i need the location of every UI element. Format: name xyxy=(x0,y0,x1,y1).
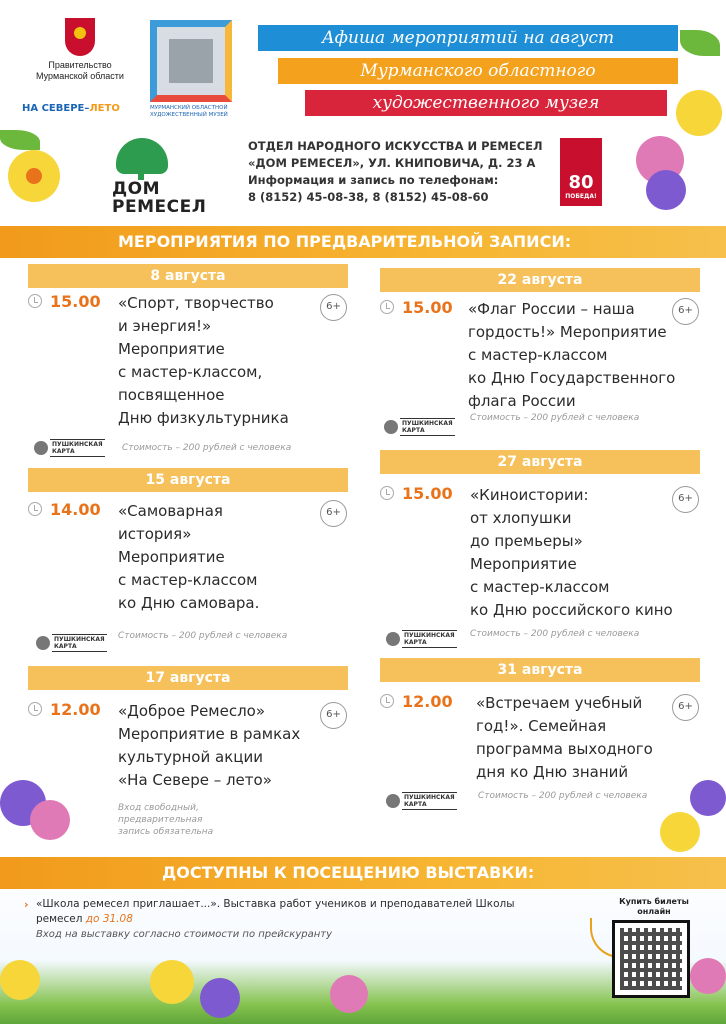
exhibition-until: до 31.08 xyxy=(85,913,133,925)
event-card xyxy=(28,700,348,840)
clock-icon xyxy=(28,502,42,516)
flower-decoration xyxy=(0,960,40,1000)
event-price: Стоимость – 200 рублей с человека xyxy=(122,443,292,453)
leaf-decoration xyxy=(680,30,720,56)
pushkin-card-label: ПУШКИНСКАЯ КАРТА xyxy=(52,441,103,455)
pushkin-card-label: ПУШКИНСКАЯ КАРТА xyxy=(54,636,105,650)
clock-icon xyxy=(380,486,394,500)
event-time: 15.00 xyxy=(50,292,101,311)
flower-decoration xyxy=(330,975,368,1013)
clock-icon xyxy=(380,300,394,314)
flower-decoration xyxy=(150,960,194,1004)
event-time: 14.00 xyxy=(50,500,101,519)
venue-phones: 8 (8152) 45-08-38, 8 (8152) 45-08-60 xyxy=(248,190,489,204)
na-severe-leto-logo xyxy=(22,103,120,114)
event-title: «Флаг России – наша гордость!» Мероприятие с мастер-классом ко Дню Государственного флага России xyxy=(468,300,676,410)
event-time: 12.00 xyxy=(402,692,453,711)
event-card xyxy=(380,484,720,654)
flower-decoration xyxy=(676,90,722,136)
event-card xyxy=(380,298,710,443)
venue-address: «ДОМ РЕМЕСЕЛ», УЛ. КНИПОВИЧА, Д. 23 А xyxy=(248,156,536,170)
victory-label: ПОБЕДА! xyxy=(565,193,597,200)
event-title: «Встречаем учебный год!». Семейная программа выходного дня ко Дню знаний xyxy=(476,694,653,781)
event-date: 8 августа xyxy=(28,264,348,288)
exhibition-description xyxy=(36,897,556,927)
age-rating-badge: 6+ xyxy=(320,702,347,729)
event-card xyxy=(28,500,348,660)
pushkin-card-label: ПУШКИНСКАЯ КАРТА xyxy=(402,420,453,434)
banner-line-3: художественного музея xyxy=(305,90,667,116)
buy-tickets-label: Купить билеты онлайн xyxy=(619,897,689,916)
event-price: Стоимость – 200 рублей с человека xyxy=(478,791,648,801)
museum-logo xyxy=(150,20,242,119)
victory-80-logo xyxy=(560,138,602,206)
pushkin-card-icon xyxy=(386,794,400,808)
event-time: 12.00 xyxy=(50,700,101,719)
event-date: 31 августа xyxy=(380,658,700,682)
pushkin-card-label: ПУШКИНСКАЯ КАРТА xyxy=(404,632,455,646)
chevron-right-icon: › xyxy=(24,898,29,911)
age-rating-badge: 6+ xyxy=(320,500,347,527)
banner-line-1: Афиша мероприятий на август xyxy=(258,25,678,51)
venue-department: ОТДЕЛ НАРОДНОГО ИСКУССТВА И РЕМЕСЕЛ xyxy=(248,139,543,153)
event-price: Вход свободный, предварительная запись обязательна xyxy=(118,803,214,837)
government-label: Правительство Мурманской области xyxy=(36,60,124,81)
pushkin-card-logo xyxy=(386,792,457,810)
government-logo xyxy=(30,18,130,82)
exhibition-text: «Школа ремесел приглашает...». Выставка работ учеников и преподавателей Школы ремесел xyxy=(36,898,515,925)
event-price: Стоимость – 200 рублей с человека xyxy=(470,629,640,639)
banner-line-2: Мурманского областного xyxy=(278,58,678,84)
pushkin-card-logo xyxy=(34,439,105,457)
exhibition-info xyxy=(24,897,556,942)
pushkin-card-logo xyxy=(384,418,455,436)
section-preregistration-title: МЕРОПРИЯТИЯ ПО ПРЕДВАРИТЕЛЬНОЙ ЗАПИСИ: xyxy=(0,226,726,258)
museum-frame-icon xyxy=(150,20,232,102)
event-time: 15.00 xyxy=(402,298,453,317)
qr-code[interactable] xyxy=(612,920,690,998)
event-date: 22 августа xyxy=(380,268,700,292)
dom-remesel-title: ДОМ РЕМЕСЕЛ xyxy=(112,179,207,217)
clock-icon xyxy=(28,294,42,308)
event-title: «Самоварная история» Мероприятие с мастер-классом ко Дню самовара. xyxy=(118,502,260,612)
flower-center xyxy=(26,168,42,184)
section-exhibitions-title: ДОСТУПНЫ К ПОСЕЩЕНИЮ ВЫСТАВКИ: xyxy=(0,857,726,889)
north-logo-prefix: НА СЕВЕРЕ– xyxy=(22,103,90,114)
pushkin-card-logo xyxy=(36,634,107,652)
age-rating-badge: 6+ xyxy=(320,294,347,321)
event-title: «Доброе Ремесло» Мероприятие в рамках культурной акции «На Севере – лето» xyxy=(118,702,301,789)
pushkin-card-icon xyxy=(386,632,400,646)
age-rating-badge: 6+ xyxy=(672,298,699,325)
exhibition-note: Вход на выставку согласно стоимости по прейскуранту xyxy=(36,929,333,940)
flower-decoration xyxy=(690,958,726,994)
clock-icon xyxy=(28,702,42,716)
age-rating-badge: 6+ xyxy=(672,694,699,721)
event-card xyxy=(380,692,710,822)
venue-info xyxy=(248,138,548,206)
venue-phone-label: Информация и запись по телефонам: xyxy=(248,173,499,187)
dom-remesel-logo xyxy=(108,138,236,217)
flower-decoration xyxy=(646,170,686,210)
event-price: Стоимость – 200 рублей с человека xyxy=(118,631,288,641)
event-title: «Киноистории: от хлопушки до премьеры» Мероприятие с мастер-классом ко Дню российского кино xyxy=(470,486,673,619)
event-date: 27 августа xyxy=(380,450,700,474)
pushkin-card-icon xyxy=(36,636,50,650)
flower-decoration xyxy=(200,978,240,1018)
pushkin-card-logo xyxy=(386,630,457,648)
event-price: Стоимость – 200 рублей с человека xyxy=(470,413,640,423)
clock-icon xyxy=(380,694,394,708)
coat-of-arms-icon xyxy=(65,18,95,56)
event-date: 17 августа xyxy=(28,666,348,690)
event-date: 15 августа xyxy=(28,468,348,492)
leaf-decoration xyxy=(0,130,40,150)
event-title: «Спорт, творчество и энергия!» Мероприятие с мастер-классом, посвященное Дню физкультурника xyxy=(118,294,289,427)
event-time: 15.00 xyxy=(402,484,453,503)
age-rating-badge: 6+ xyxy=(672,486,699,513)
museum-label: МУРМАНСКИЙ ОБЛАСТНОЙ ХУДОЖЕСТВЕННЫЙ МУЗЕЙ xyxy=(150,105,228,118)
pushkin-card-label: ПУШКИНСКАЯ КАРТА xyxy=(404,794,455,808)
pushkin-card-icon xyxy=(384,420,398,434)
pushkin-card-icon xyxy=(34,441,48,455)
victory-number: 80 xyxy=(568,172,594,193)
event-card xyxy=(28,292,348,462)
north-logo-suffix: ЛЕТО xyxy=(89,103,120,114)
